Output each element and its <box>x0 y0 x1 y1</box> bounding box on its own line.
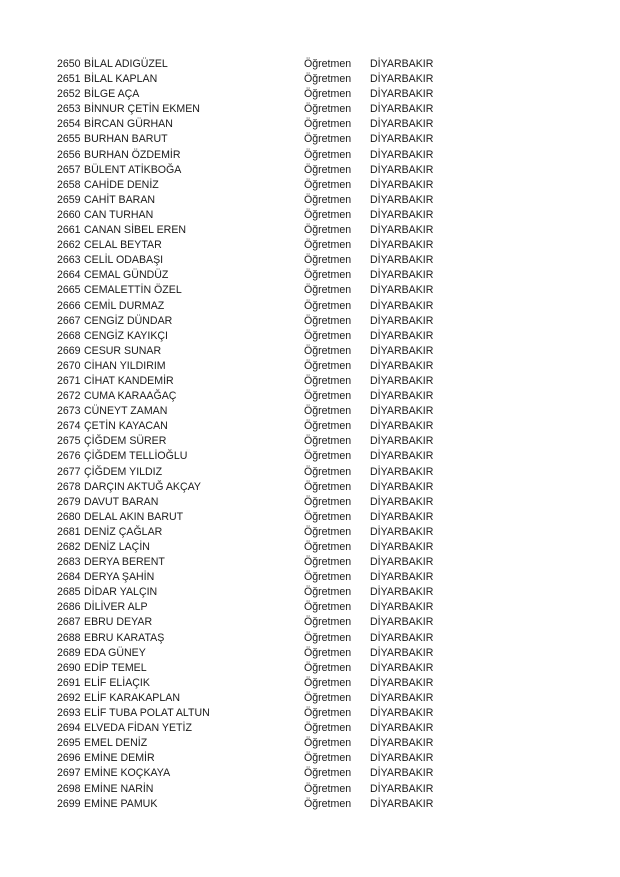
list-row <box>0 359 620 374</box>
row-number: 2653 <box>57 103 81 116</box>
person-name: CAHİDE DENİZ <box>84 178 159 191</box>
person-city: DİYARBAKIR <box>370 254 434 267</box>
person-title: Öğretmen <box>304 208 352 221</box>
person-city: DİYARBAKIR <box>370 631 434 644</box>
person-title: Öğretmen <box>304 480 352 493</box>
list-row <box>0 374 620 389</box>
person-name: BİLAL KAPLAN <box>84 73 158 86</box>
person-city: DİYARBAKIR <box>370 73 434 86</box>
person-city: DİYARBAKIR <box>370 767 434 780</box>
list-row <box>0 208 620 223</box>
person-name: ÇİĞDEM TELLİOĞLU <box>84 450 188 463</box>
person-city: DİYARBAKIR <box>370 359 434 372</box>
person-city: DİYARBAKIR <box>370 707 434 720</box>
row-number: 2666 <box>57 299 81 312</box>
person-title: Öğretmen <box>304 797 352 810</box>
person-name: EMİNE DEMİR <box>84 752 155 765</box>
row-number: 2662 <box>57 239 81 252</box>
person-name: ELİF TUBA POLAT ALTUN <box>84 707 210 720</box>
row-number: 2670 <box>57 359 81 372</box>
person-title: Öğretmen <box>304 133 352 146</box>
list-row <box>0 238 620 253</box>
row-number: 2695 <box>57 737 81 750</box>
person-city: DİYARBAKIR <box>370 118 434 131</box>
person-name: CİHAN YILDIRIM <box>84 359 166 372</box>
row-number: 2694 <box>57 722 81 735</box>
person-title: Öğretmen <box>304 495 352 508</box>
list-row <box>0 163 620 178</box>
row-number: 2669 <box>57 344 81 357</box>
person-title: Öğretmen <box>304 405 352 418</box>
person-name: DİDAR YALÇIN <box>84 586 158 599</box>
row-number: 2689 <box>57 646 81 659</box>
person-city: DİYARBAKIR <box>370 284 434 297</box>
document-page <box>0 57 620 812</box>
person-name: BURHAN BARUT <box>84 133 168 146</box>
person-city: DİYARBAKIR <box>370 646 434 659</box>
person-name: EMİNE KOÇKAYA <box>84 767 171 780</box>
list-row <box>0 480 620 495</box>
list-row <box>0 132 620 147</box>
list-row <box>0 72 620 87</box>
person-city: DİYARBAKIR <box>370 556 434 569</box>
person-city: DİYARBAKIR <box>370 616 434 629</box>
person-title: Öğretmen <box>304 707 352 720</box>
person-title: Öğretmen <box>304 646 352 659</box>
list-row <box>0 329 620 344</box>
person-title: Öğretmen <box>304 510 352 523</box>
list-row <box>0 782 620 797</box>
person-name: ÇİĞDEM YILDIZ <box>84 465 163 478</box>
person-city: DİYARBAKIR <box>370 450 434 463</box>
row-number: 2655 <box>57 133 81 146</box>
row-number: 2693 <box>57 707 81 720</box>
list-row <box>0 299 620 314</box>
list-row <box>0 434 620 449</box>
person-city: DİYARBAKIR <box>370 269 434 282</box>
person-name: DERYA ŞAHİN <box>84 571 155 584</box>
person-title: Öğretmen <box>304 691 352 704</box>
list-row <box>0 57 620 72</box>
list-row <box>0 540 620 555</box>
person-title: Öğretmen <box>304 193 352 206</box>
row-number: 2665 <box>57 284 81 297</box>
person-name: EDİP TEMEL <box>84 661 147 674</box>
person-city: DİYARBAKIR <box>370 722 434 735</box>
row-number: 2691 <box>57 676 81 689</box>
person-title: Öğretmen <box>304 344 352 357</box>
person-city: DİYARBAKIR <box>370 601 434 614</box>
person-name: DAVUT BARAN <box>84 495 159 508</box>
person-title: Öğretmen <box>304 329 352 342</box>
person-title: Öğretmen <box>304 269 352 282</box>
list-row <box>0 751 620 766</box>
row-number: 2677 <box>57 465 81 478</box>
list-row <box>0 223 620 238</box>
person-title: Öğretmen <box>304 118 352 131</box>
person-title: Öğretmen <box>304 737 352 750</box>
person-city: DİYARBAKIR <box>370 797 434 810</box>
person-name: EDA GÜNEY <box>84 646 146 659</box>
person-name: CEMAL GÜNDÜZ <box>84 269 169 282</box>
list-row <box>0 691 620 706</box>
person-name: BİLGE AÇA <box>84 88 140 101</box>
person-city: DİYARBAKIR <box>370 344 434 357</box>
person-city: DİYARBAKIR <box>370 541 434 553</box>
person-city: DİYARBAKIR <box>370 420 434 433</box>
list-row <box>0 102 620 117</box>
person-name: CAN TURHAN <box>84 208 154 221</box>
person-city: DİYARBAKIR <box>370 148 434 161</box>
person-name: DARÇIN AKTUĞ AKÇAY <box>84 480 201 493</box>
row-number: 2663 <box>57 254 81 267</box>
person-title: Öğretmen <box>304 767 352 780</box>
person-name: CİHAT KANDEMİR <box>84 374 174 387</box>
person-city: DİYARBAKIR <box>370 525 434 538</box>
person-name: BÜLENT ATİKBOĞA <box>84 163 182 176</box>
row-number: 2687 <box>57 616 81 629</box>
row-number: 2657 <box>57 163 81 176</box>
person-title: Öğretmen <box>304 435 352 448</box>
row-number: 2688 <box>57 631 81 644</box>
person-title: Öğretmen <box>304 571 352 584</box>
list-row <box>0 600 620 615</box>
row-number: 2676 <box>57 450 81 463</box>
row-number: 2658 <box>57 178 81 191</box>
person-city: DİYARBAKIR <box>370 586 434 599</box>
person-name: DENİZ LAÇİN <box>84 541 150 553</box>
person-city: DİYARBAKIR <box>370 88 434 101</box>
list-row <box>0 721 620 736</box>
person-name: ÇİĞDEM SÜRER <box>84 435 167 448</box>
row-number: 2690 <box>57 661 81 674</box>
list-row <box>0 389 620 404</box>
person-city: DİYARBAKIR <box>370 782 434 795</box>
row-number: 2654 <box>57 118 81 131</box>
row-number: 2683 <box>57 556 81 569</box>
list-row <box>0 555 620 570</box>
person-city: DİYARBAKIR <box>370 465 434 478</box>
row-number: 2671 <box>57 374 81 387</box>
person-name: BURHAN ÖZDEMİR <box>84 148 181 161</box>
person-title: Öğretmen <box>304 601 352 614</box>
person-city: DİYARBAKIR <box>370 374 434 387</box>
list-row <box>0 495 620 510</box>
person-title: Öğretmen <box>304 359 352 372</box>
person-title: Öğretmen <box>304 178 352 191</box>
list-row <box>0 585 620 600</box>
person-title: Öğretmen <box>304 420 352 433</box>
person-title: Öğretmen <box>304 722 352 735</box>
list-row <box>0 404 620 419</box>
list-row <box>0 87 620 102</box>
person-title: Öğretmen <box>304 631 352 644</box>
row-number: 2685 <box>57 586 81 599</box>
row-number: 2699 <box>57 797 81 810</box>
person-title: Öğretmen <box>304 88 352 101</box>
row-number: 2652 <box>57 88 81 101</box>
row-number: 2692 <box>57 691 81 704</box>
person-city: DİYARBAKIR <box>370 224 434 237</box>
list-row <box>0 148 620 163</box>
person-title: Öğretmen <box>304 541 352 553</box>
person-title: Öğretmen <box>304 586 352 599</box>
person-city: DİYARBAKIR <box>370 435 434 448</box>
list-row <box>0 615 620 630</box>
person-city: DİYARBAKIR <box>370 314 434 327</box>
row-number: 2659 <box>57 193 81 206</box>
person-title: Öğretmen <box>304 390 352 403</box>
list-row <box>0 646 620 661</box>
row-number: 2680 <box>57 510 81 523</box>
person-name: ELVEDA FİDAN YETİZ <box>84 722 192 735</box>
list-row <box>0 449 620 464</box>
person-city: DİYARBAKIR <box>370 495 434 508</box>
person-title: Öğretmen <box>304 556 352 569</box>
person-city: DİYARBAKIR <box>370 571 434 584</box>
person-city: DİYARBAKIR <box>370 390 434 403</box>
person-city: DİYARBAKIR <box>370 299 434 312</box>
row-number: 2673 <box>57 405 81 418</box>
person-name: CENGİZ DÜNDAR <box>84 314 173 327</box>
person-name: BİLAL ADIGÜZEL <box>84 58 168 70</box>
person-city: DİYARBAKIR <box>370 676 434 689</box>
list-row <box>0 797 620 812</box>
list-row <box>0 178 620 193</box>
row-number: 2651 <box>57 73 81 86</box>
person-name: DELAL AKIN BARUT <box>84 510 184 523</box>
list-row <box>0 419 620 434</box>
person-name: EMİNE NARİN <box>84 782 154 795</box>
row-number: 2696 <box>57 752 81 765</box>
person-city: DİYARBAKIR <box>370 133 434 146</box>
person-city: DİYARBAKIR <box>370 208 434 221</box>
person-city: DİYARBAKIR <box>370 58 434 70</box>
row-number: 2678 <box>57 480 81 493</box>
list-row <box>0 117 620 132</box>
person-city: DİYARBAKIR <box>370 752 434 765</box>
row-number: 2679 <box>57 495 81 508</box>
row-number: 2668 <box>57 329 81 342</box>
person-name: DERYA BERENT <box>84 556 165 569</box>
list-row <box>0 253 620 268</box>
person-title: Öğretmen <box>304 284 352 297</box>
person-title: Öğretmen <box>304 676 352 689</box>
person-city: DİYARBAKIR <box>370 510 434 523</box>
list-row <box>0 314 620 329</box>
list-row <box>0 193 620 208</box>
row-number: 2660 <box>57 208 81 221</box>
list-row <box>0 676 620 691</box>
row-number: 2684 <box>57 571 81 584</box>
person-name: CÜNEYT ZAMAN <box>84 405 168 418</box>
person-name: CELİL ODABAŞI <box>84 254 164 267</box>
person-title: Öğretmen <box>304 752 352 765</box>
personnel-list <box>0 57 620 812</box>
list-row <box>0 706 620 721</box>
person-city: DİYARBAKIR <box>370 691 434 704</box>
person-name: ELİF KARAKAPLAN <box>84 691 180 704</box>
person-name: DİLİVER ALP <box>84 601 148 614</box>
person-city: DİYARBAKIR <box>370 163 434 176</box>
person-city: DİYARBAKIR <box>370 480 434 493</box>
person-title: Öğretmen <box>304 148 352 161</box>
person-city: DİYARBAKIR <box>370 103 434 116</box>
person-city: DİYARBAKIR <box>370 239 434 252</box>
person-name: EMİNE PAMUK <box>84 797 158 810</box>
person-title: Öğretmen <box>304 465 352 478</box>
person-title: Öğretmen <box>304 224 352 237</box>
person-title: Öğretmen <box>304 661 352 674</box>
person-name: EMEL DENİZ <box>84 737 148 750</box>
row-number: 2675 <box>57 435 81 448</box>
person-title: Öğretmen <box>304 163 352 176</box>
person-name: CENGİZ KAYIKÇI <box>84 329 168 342</box>
person-title: Öğretmen <box>304 314 352 327</box>
person-city: DİYARBAKIR <box>370 405 434 418</box>
person-city: DİYARBAKIR <box>370 661 434 674</box>
person-title: Öğretmen <box>304 525 352 538</box>
person-name: CANAN SİBEL EREN <box>84 224 187 237</box>
list-row <box>0 344 620 359</box>
list-row <box>0 268 620 283</box>
person-title: Öğretmen <box>304 616 352 629</box>
person-title: Öğretmen <box>304 374 352 387</box>
row-number: 2682 <box>57 541 81 553</box>
row-number: 2656 <box>57 148 81 161</box>
person-name: CUMA KARAAĞAÇ <box>84 390 177 403</box>
list-row <box>0 525 620 540</box>
person-title: Öğretmen <box>304 73 352 86</box>
person-name: CAHİT BARAN <box>84 193 156 206</box>
person-name: ELİF ELİAÇIK <box>84 676 150 689</box>
list-row <box>0 510 620 525</box>
person-name: DENİZ ÇAĞLAR <box>84 525 163 538</box>
person-name: CELAL BEYTAR <box>84 239 162 252</box>
row-number: 2698 <box>57 782 81 795</box>
person-name: EBRU DEYAR <box>84 616 153 629</box>
row-number: 2686 <box>57 601 81 614</box>
person-title: Öğretmen <box>304 782 352 795</box>
person-name: BİNNUR ÇETİN EKMEN <box>84 103 200 116</box>
person-name: BİRCAN GÜRHAN <box>84 118 173 131</box>
row-number: 2681 <box>57 525 81 538</box>
person-title: Öğretmen <box>304 254 352 267</box>
list-row <box>0 736 620 751</box>
row-number: 2667 <box>57 314 81 327</box>
person-title: Öğretmen <box>304 239 352 252</box>
list-row <box>0 465 620 480</box>
person-title: Öğretmen <box>304 450 352 463</box>
row-number: 2672 <box>57 390 81 403</box>
list-row <box>0 661 620 676</box>
person-title: Öğretmen <box>304 103 352 116</box>
row-number: 2697 <box>57 767 81 780</box>
list-row <box>0 570 620 585</box>
person-name: CEMALETTİN ÖZEL <box>84 284 182 297</box>
list-row <box>0 631 620 646</box>
person-city: DİYARBAKIR <box>370 178 434 191</box>
list-row <box>0 283 620 298</box>
row-number: 2664 <box>57 269 81 282</box>
person-name: CESUR SUNAR <box>84 344 162 357</box>
row-number: 2650 <box>57 58 81 70</box>
person-name: ÇETİN KAYACAN <box>84 420 168 433</box>
person-title: Öğretmen <box>304 299 352 312</box>
person-city: DİYARBAKIR <box>370 193 434 206</box>
person-name: CEMİL DURMAZ <box>84 299 165 312</box>
list-row <box>0 766 620 781</box>
person-name: EBRU KARATAŞ <box>84 631 165 644</box>
person-city: DİYARBAKIR <box>370 737 434 750</box>
row-number: 2674 <box>57 420 81 433</box>
row-number: 2661 <box>57 224 81 237</box>
person-city: DİYARBAKIR <box>370 329 434 342</box>
person-title: Öğretmen <box>304 58 352 70</box>
